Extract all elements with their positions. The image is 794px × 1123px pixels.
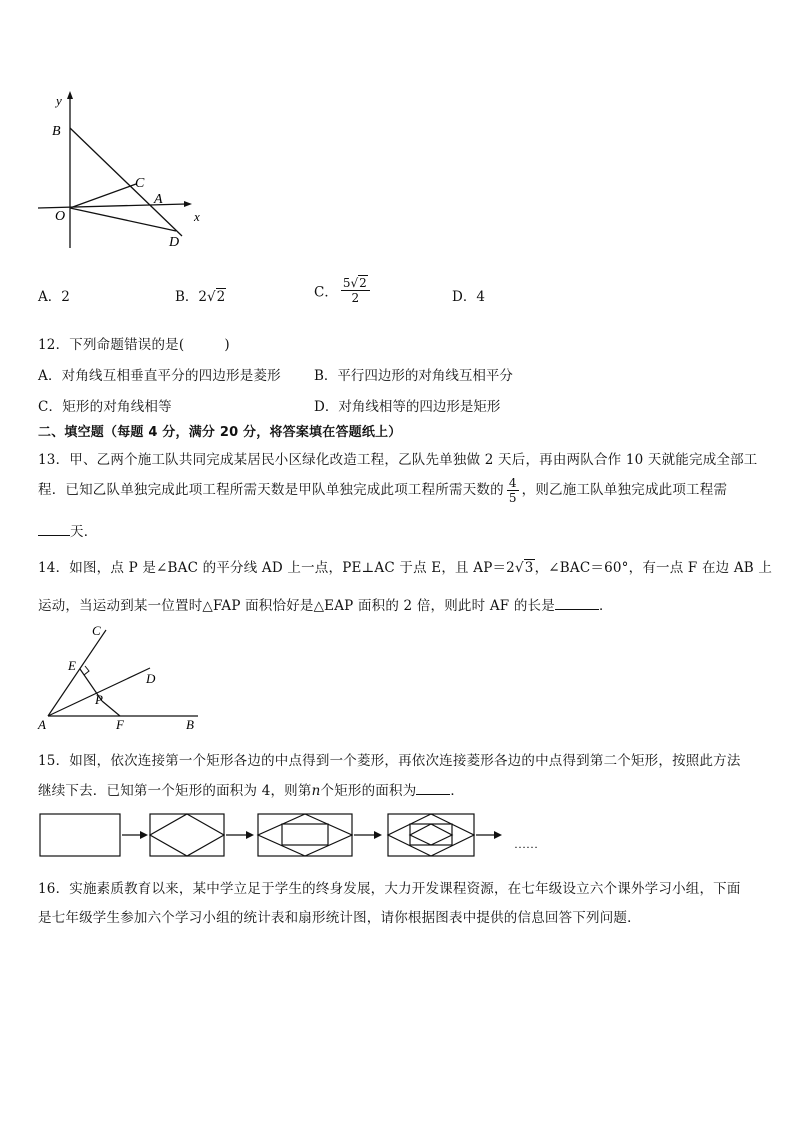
radicand: 3 [524,560,534,576]
fraction-numerator: 4 [508,476,517,490]
label-c: C [92,623,101,638]
q11-option-a[interactable] [38,285,70,305]
q14-text: 运动，当运动到某一位置时△FAP 面积恰好是△EAP 面积的 2 倍，则此时 AF 的长是 [38,598,555,614]
label-d: D [169,235,180,250]
sqrt-symbol: √2 [207,289,226,305]
option-text: C．矩形的对角线相等 [38,399,172,415]
fraction-denominator: 2 [351,291,360,305]
fraction-denominator: 5 [508,491,517,505]
q15-text: 继续下去．已知第一个矩形的面积为 4，则第 [38,783,312,799]
q12-option-b[interactable] [314,364,513,384]
option-letter: D． [452,289,477,305]
q13-text: ，则乙施工队单独完成此项工程需 [521,482,728,498]
q15-text: 个矩形的面积为 [320,783,417,799]
segment-oc [70,184,136,208]
option-letter: B． [175,289,199,305]
option-value: 2 [61,289,70,305]
label-b: B [186,717,194,732]
label-e: E [68,658,76,673]
label-y: y [56,93,62,108]
panel-4-rectangle [388,814,474,856]
q13-line-1: 13．甲、乙两个施工队共同完成某居民小区绿化改造工程，乙队先单独做 2 天后，再由两队合作 10 天就能完成全部工 [38,452,758,468]
label-x: x [194,209,200,224]
fraction-numerator [341,276,370,291]
arrow-3-head [374,831,382,839]
panel-3-rhombus [258,814,352,856]
q14-text: 14．如图，点 P 是∠BAC 的平分线 AD 上一点，PE⊥AC 于点 E，且 AP＝2 [38,560,515,576]
fraction [341,276,370,305]
panel-4-rhombus [388,814,474,856]
q16-line-2: 是七年级学生参加六个学习小组的统计表和扇形统计图，请你根据图表中提供的信息回答下列问题． [38,910,641,926]
q11-coordinate-figure [36,88,216,258]
option-coefficient: 2 [198,289,208,305]
q13-text: 天． [70,524,98,540]
panel-3-inner-rectangle [282,824,328,845]
option-text: A．对角线互相垂直平分的四边形是菱形 [38,368,281,384]
q14-line-2 [38,594,613,614]
q15-line-2 [38,779,464,799]
panel-2-rectangle [150,814,224,856]
q13-text: 程．已知乙队单独完成此项工程所需天数是甲队单独完成此项工程所需天数的 [38,482,504,498]
q13-line-2 [38,476,727,505]
q11-option-c[interactable] [314,276,373,305]
radicand: 2 [216,289,226,305]
option-letter: C． [314,284,338,301]
panel-4-inner-rhombus [410,824,452,845]
segment-pf [102,701,120,716]
q11-option-b[interactable] [175,285,226,305]
numerator-coefficient: 5 [342,276,351,290]
q15-line-1: 15．如图，依次连接第一个矩形各边的中点得到一个菱形，再依次连接菱形各边的中点得到第二个矩形，按照此方法 [38,753,741,769]
panel-4-inner-rectangle [410,824,452,845]
q14-text: ，∠BAC＝60°，有一点 F 在边 AB 上 [534,560,773,576]
q14-angle-figure [34,620,214,736]
label-a: A [154,192,163,207]
arrow-4-head [494,831,502,839]
radicand: 2 [359,276,367,290]
label-c: C [135,176,145,191]
q14-answer-blank[interactable] [555,595,599,610]
panel-2-rhombus [150,814,224,856]
q12-stem-text: 12．下列命题错误的是( [38,337,185,353]
option-letter: A． [38,289,62,305]
option-text: B．平行四边形的对角线互相平分 [314,368,513,384]
q14-line-1 [38,556,772,576]
label-d: D [146,671,156,686]
arrow-2-head [246,831,254,839]
label-a: A [38,717,46,732]
x-axis [38,204,186,208]
panel-3-rectangle [258,814,352,856]
label-o: O [55,209,66,224]
label-f: F [116,717,124,732]
right-angle-mark [84,666,89,675]
q15-answer-blank[interactable] [416,780,450,795]
q12-option-a[interactable] [38,364,281,384]
q14-text: ． [598,598,613,614]
ellipsis: …… [514,837,538,851]
fraction [507,476,519,505]
q12-stem [38,333,230,353]
q16-line-1: 16．实施素质教育以来，某中学立足于学生的终身发展，大力开发课程资源，在七年级设立六个课外学习小组，下面 [38,881,741,897]
panel-1-rectangle [40,814,120,856]
q13-answer-blank[interactable] [38,521,70,536]
label-p: P [95,692,103,707]
sqrt-symbol: √2 [350,276,367,290]
segment-od [70,208,176,231]
option-value: 4 [476,289,485,305]
q15-rectangle-sequence-figure [36,810,556,862]
variable-n: n [311,783,321,799]
q12-stem-close: ) [224,337,230,353]
y-axis-arrow [67,91,73,99]
q12-option-d[interactable] [314,395,500,415]
option-text: D．对角线相等的四边形是矩形 [314,399,501,415]
q11-option-d[interactable] [452,285,485,305]
q15-text: ． [450,783,465,799]
section-title: 二、填空题（每题 4 分，满分 20 分，将答案填在答题纸上） [38,425,402,440]
q12-option-c[interactable] [38,395,172,415]
x-axis-arrow [184,201,192,207]
label-b: B [52,124,61,139]
sqrt-symbol: √3 [514,560,534,576]
arrow-1-head [140,831,148,839]
q13-line-3 [38,520,97,540]
